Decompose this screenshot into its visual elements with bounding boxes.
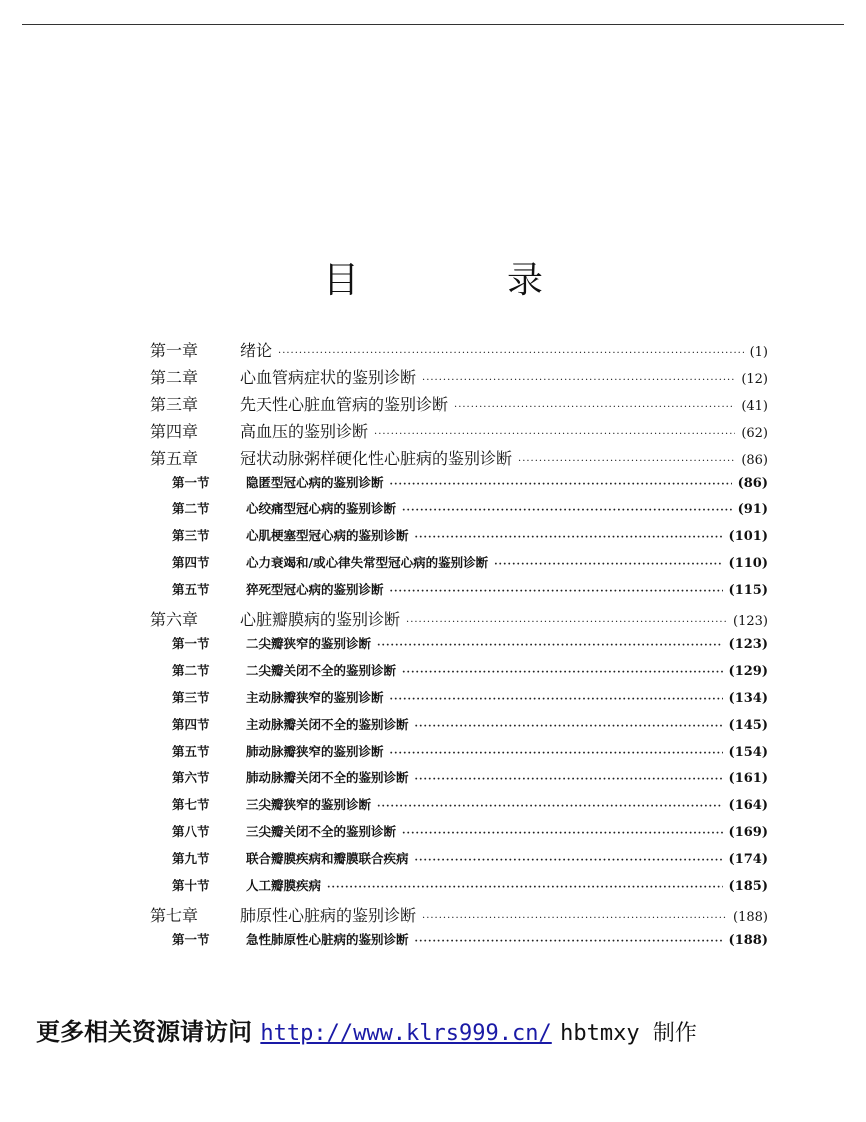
- entry-page: (123): [733, 614, 768, 629]
- entry-number: 第一章: [150, 341, 199, 360]
- entry-number: 第一节: [172, 635, 210, 651]
- entry-page: (86): [737, 475, 768, 491]
- entry-number: 第六章: [150, 610, 199, 629]
- dot-leader: [402, 505, 732, 516]
- entry-page: (188): [728, 932, 768, 948]
- toc-section-entry[interactable]: [172, 715, 768, 741]
- entry-number: 第五节: [172, 743, 210, 759]
- entry-number: 第四节: [172, 555, 210, 571]
- entry-title: 心脏瓣膜病的鉴别诊断: [240, 610, 401, 629]
- entry-number: 第三节: [172, 528, 210, 544]
- dot-leader: [327, 882, 723, 893]
- dot-leader: [422, 913, 727, 924]
- entry-page: (110): [728, 556, 768, 572]
- entry-title: 冠状动脉粥样硬化性心脏病的鉴别诊断: [240, 448, 513, 468]
- entry-title: 三尖瓣关闭不全的鉴别诊断: [246, 824, 397, 840]
- toc-chapter-entry[interactable]: [150, 419, 768, 445]
- toc-section-entry[interactable]: [172, 661, 768, 687]
- entry-page: (12): [741, 371, 768, 387]
- toc-section-entry[interactable]: [172, 553, 768, 579]
- entry-title: 心力衰竭和/或心律失常型冠心病的鉴别诊断: [246, 555, 489, 571]
- entry-number: 第五章: [150, 448, 199, 468]
- entry-page: (154): [728, 744, 768, 760]
- entry-title: 二尖瓣狭窄的鉴别诊断: [246, 635, 372, 651]
- entry-page: (115): [728, 583, 768, 599]
- dot-leader: [278, 348, 744, 359]
- footer-credit: hbtmxy 制作: [560, 1021, 697, 1046]
- entry-page: (86): [741, 452, 768, 468]
- footer-link[interactable]: http://www.klrs999.cn/: [260, 1021, 552, 1046]
- entry-number: 第六节: [172, 770, 210, 786]
- dot-leader: [377, 801, 723, 812]
- dot-leader: [422, 375, 735, 386]
- entry-title: 高血压的鉴别诊断: [240, 421, 369, 441]
- entry-page: (161): [728, 771, 768, 787]
- entry-number: 第八节: [172, 824, 210, 840]
- toc-section-entry[interactable]: [172, 499, 768, 525]
- toc-section-entry[interactable]: [172, 742, 768, 768]
- dot-leader: [374, 429, 735, 440]
- toc-section-entry[interactable]: [172, 580, 768, 606]
- entry-number: 第二章: [150, 367, 199, 387]
- entry-number: 第三章: [150, 394, 199, 414]
- dot-leader: [402, 667, 723, 678]
- dot-leader: [377, 640, 723, 651]
- entry-number: 第二节: [172, 501, 210, 517]
- entry-number: 第九节: [172, 851, 210, 867]
- dot-leader: [415, 532, 723, 543]
- entry-title: 先天性心脏血管病的鉴别诊断: [240, 394, 449, 414]
- entry-number: 第二节: [172, 662, 210, 678]
- entry-number: 第五节: [172, 582, 210, 598]
- toc-section-entry[interactable]: [172, 634, 768, 660]
- entry-page: (164): [728, 798, 768, 814]
- entry-page: (1): [749, 345, 768, 360]
- toc-title: 目 录: [322, 260, 599, 302]
- entry-page: (185): [728, 879, 768, 894]
- dot-leader: [402, 828, 723, 839]
- entry-title: 急性肺原性心脏病的鉴别诊断: [246, 931, 409, 947]
- dot-leader: [518, 456, 735, 467]
- entry-title: 主动脉瓣狭窄的鉴别诊断: [246, 689, 384, 705]
- entry-page: (91): [737, 502, 768, 518]
- entry-number: 第七节: [172, 797, 210, 813]
- dot-leader: [406, 617, 727, 628]
- entry-page: (101): [728, 529, 768, 545]
- footer-banner: [36, 1012, 836, 1047]
- dot-leader: [494, 559, 722, 570]
- entry-number: 第四节: [172, 716, 210, 732]
- toc-section-entry[interactable]: [172, 822, 768, 848]
- entry-title: 绪论: [240, 341, 273, 360]
- toc-chapter-entry[interactable]: [150, 903, 768, 929]
- entry-number: 第一节: [172, 474, 210, 490]
- dot-leader: [454, 402, 735, 413]
- dot-leader: [390, 479, 732, 490]
- entry-page: (62): [741, 425, 768, 441]
- entry-number: 第三节: [172, 689, 210, 705]
- entry-number: 第十节: [172, 878, 210, 893]
- entry-title: 肺原性心脏病的鉴别诊断: [240, 905, 417, 925]
- entry-title: 肺动脉瓣狭窄的鉴别诊断: [246, 743, 384, 759]
- entry-title: 联合瓣膜疾病和瓣膜联合疾病: [246, 851, 409, 867]
- top-rule: [22, 24, 844, 25]
- entry-page: (188): [733, 909, 768, 925]
- footer-prefix: 更多相关资源请访问: [36, 1018, 252, 1046]
- entry-number: 第七章: [150, 905, 199, 925]
- entry-title: 二尖瓣关闭不全的鉴别诊断: [246, 662, 397, 678]
- entry-number: 第四章: [150, 421, 199, 441]
- entry-page: (174): [728, 852, 768, 868]
- toc-chapter-entry[interactable]: [150, 392, 768, 418]
- dot-leader: [390, 694, 723, 705]
- toc-section-entry[interactable]: [172, 849, 768, 875]
- entry-page: (129): [728, 663, 768, 679]
- entry-page: (134): [728, 690, 768, 706]
- entry-title: 心绞痛型冠心病的鉴别诊断: [246, 501, 397, 517]
- dot-leader: [415, 936, 723, 947]
- dot-leader: [390, 586, 723, 597]
- entry-title: 猝死型冠心病的鉴别诊断: [246, 582, 384, 598]
- dot-leader: [415, 774, 723, 785]
- entry-title: 肺动脉瓣关闭不全的鉴别诊断: [246, 770, 409, 786]
- entry-title: 心血管病症状的鉴别诊断: [240, 367, 417, 387]
- entry-title: 隐匿型冠心病的鉴别诊断: [246, 474, 384, 490]
- toc-chapter-entry[interactable]: [150, 338, 768, 364]
- dot-leader: [390, 748, 723, 759]
- entry-page: (145): [728, 717, 768, 733]
- entry-page: (41): [741, 398, 768, 414]
- entry-page: (123): [728, 636, 768, 652]
- entry-title: 人工瓣膜疾病: [246, 878, 322, 893]
- entry-page: (169): [728, 825, 768, 841]
- toc-section-entry[interactable]: [172, 930, 768, 956]
- toc-section-entry[interactable]: [172, 526, 768, 552]
- entry-title: 主动脉瓣关闭不全的鉴别诊断: [246, 716, 409, 732]
- toc-chapter-entry[interactable]: [150, 365, 768, 391]
- toc-section-entry[interactable]: [172, 876, 768, 902]
- toc-section-entry[interactable]: [172, 473, 768, 499]
- entry-title: 三尖瓣狭窄的鉴别诊断: [246, 797, 372, 813]
- entry-title: 心肌梗塞型冠心病的鉴别诊断: [246, 528, 409, 544]
- toc-section-entry[interactable]: [172, 768, 768, 794]
- toc-section-entry[interactable]: [172, 795, 768, 821]
- entry-number: 第一节: [172, 931, 210, 947]
- toc-chapter-entry[interactable]: [150, 607, 768, 633]
- dot-leader: [415, 721, 723, 732]
- toc-section-entry[interactable]: [172, 688, 768, 714]
- toc-chapter-entry[interactable]: [150, 446, 768, 472]
- dot-leader: [415, 855, 723, 866]
